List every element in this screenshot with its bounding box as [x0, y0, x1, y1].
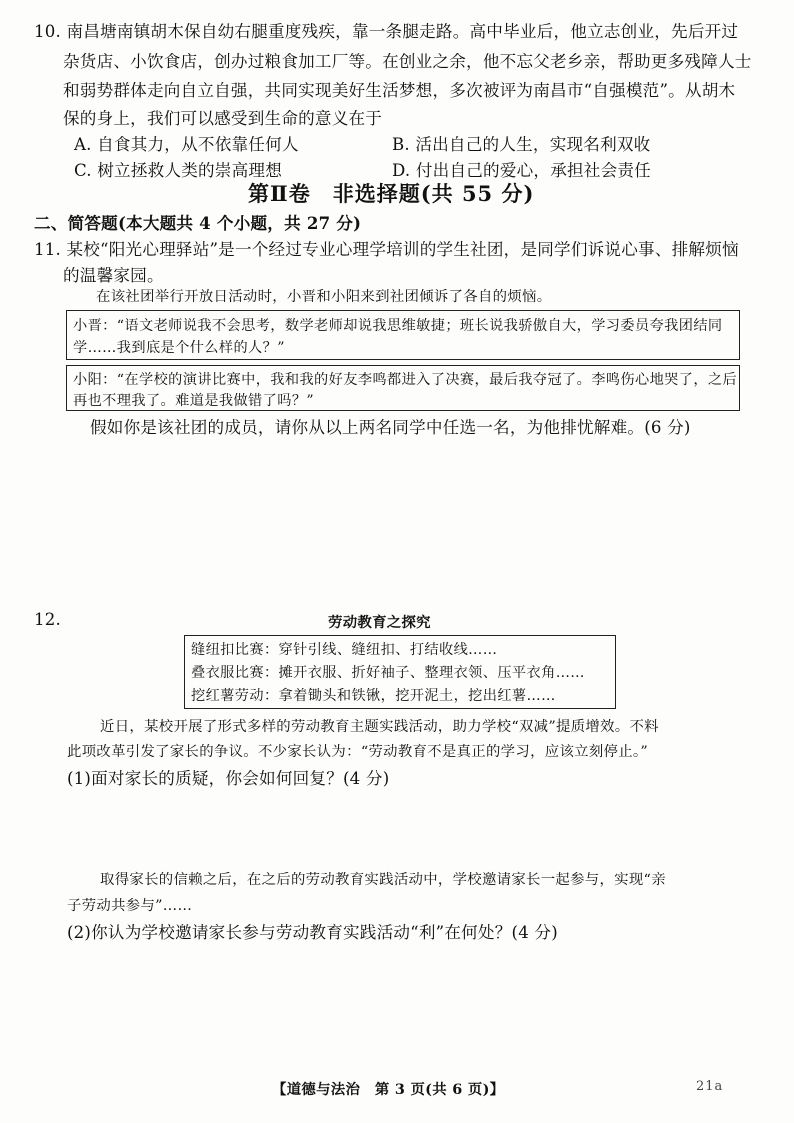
- q12-para2-line-1: 取得家长的信赖之后，在之后的劳动教育实践活动中，学校邀请家长一起参与，实现“亲: [100, 872, 666, 888]
- q10-option-b: B. 活出自己的人生，实现名利双收: [392, 135, 651, 154]
- q11-box1-line-2: 学……我到底是个什么样的人？”: [73, 340, 285, 356]
- q12-activity-2: 叠衣服比赛：摊开衣服、折好袖子、整理衣领、压平衣角……: [191, 665, 585, 681]
- q10-line-1: 10. 南昌塘南镇胡木保自幼右腿重度残疾，靠一条腿走路。高中毕业后，他立志创业，先后开过: [34, 22, 739, 41]
- q11-box1-line-1: 小晋：“语文老师说我不会思考，数学老师却说我思维敏捷；班长说我骄傲自大，学习委员夸我团结同: [73, 318, 723, 334]
- q11-intro: 在该社团举行开放日活动时，小晋和小阳来到社团倾诉了各自的烦恼。: [96, 289, 552, 305]
- q12-para1-line-1: 近日，某校开展了形式多样的劳动教育主题实践活动，助力学校“双减”提质增效。不料: [100, 719, 659, 735]
- q10-line-4: 保的身上，我们可以感受到生命的意义在于: [63, 109, 383, 128]
- q10-line-2: 杂货店、小饮食店，创办过粮食加工厂等。在创业之余，他不忘父老乡亲，帮助更多残障人士: [63, 52, 752, 71]
- q12-number: 12.: [34, 610, 61, 629]
- section-heading: 二、简答题(本大题共 4 个小题，共 27 分): [34, 213, 362, 233]
- q10-option-a: A. 自食其力，从不依靠任何人: [74, 135, 299, 154]
- page-code: 21a: [696, 1079, 724, 1094]
- q10-line-3: 和弱势群体走向自立自强，共同实现美好生活梦想，多次被评为南昌市“自强模范”。从胡木: [63, 81, 736, 100]
- page-footer: 【道德与法治 第 3 页(共 6 页)】: [272, 1081, 505, 1098]
- q12-para2-line-2: 子劳动共参与”……: [67, 898, 193, 914]
- q12-para1-line-2: 此项改革引发了家长的争议。不少家长认为：“劳动教育不是真正的学习，应该立刻停止。”: [67, 744, 649, 760]
- q10-option-c: C. 树立拯救人类的崇高理想: [74, 161, 282, 180]
- q11-line-1: 11. 某校“阳光心理驿站”是一个经过专业心理学培训的学生社团，是同学们诉说心事、排解烦恼: [34, 240, 739, 259]
- q12-subquestion-1: (1)面对家长的质疑，你会如何回复？(4 分): [67, 769, 390, 788]
- q12-subquestion-2: (2)你认为学校邀请家长参与劳动教育实践活动“利”在何处？(4 分): [67, 923, 558, 942]
- q11-box2-line-1: 小阳：“在学校的演讲比赛中，我和我的好友李鸣都进入了决赛，最后我夺冠了。李鸣伤心地哭了，之后: [73, 372, 738, 388]
- q12-activity-1: 缝纽扣比赛：穿针引线、缝纽扣、打结收线……: [191, 642, 498, 658]
- q11-question: 假如你是该社团的成员，请你从以上两名同学中任选一名，为他排忧解难。(6 分): [90, 418, 691, 437]
- q12-activity-3: 挖红薯劳动：拿着锄头和铁锹，挖开泥土，挖出红薯……: [191, 688, 556, 704]
- q12-activity-box: [184, 635, 616, 709]
- q11-line-2: 的温馨家园。: [63, 266, 164, 285]
- q12-title: 劳动教育之探究: [328, 614, 431, 631]
- part2-title: 第Ⅱ卷 非选择题(共 55 分): [248, 181, 535, 206]
- q11-quote-box-1: [66, 310, 740, 360]
- q11-box2-line-2: 再也不理我了。难道是我做错了吗？”: [73, 393, 315, 409]
- q11-quote-box-2: [66, 365, 740, 411]
- q10-option-d: D. 付出自己的爱心，承担社会责任: [392, 161, 651, 180]
